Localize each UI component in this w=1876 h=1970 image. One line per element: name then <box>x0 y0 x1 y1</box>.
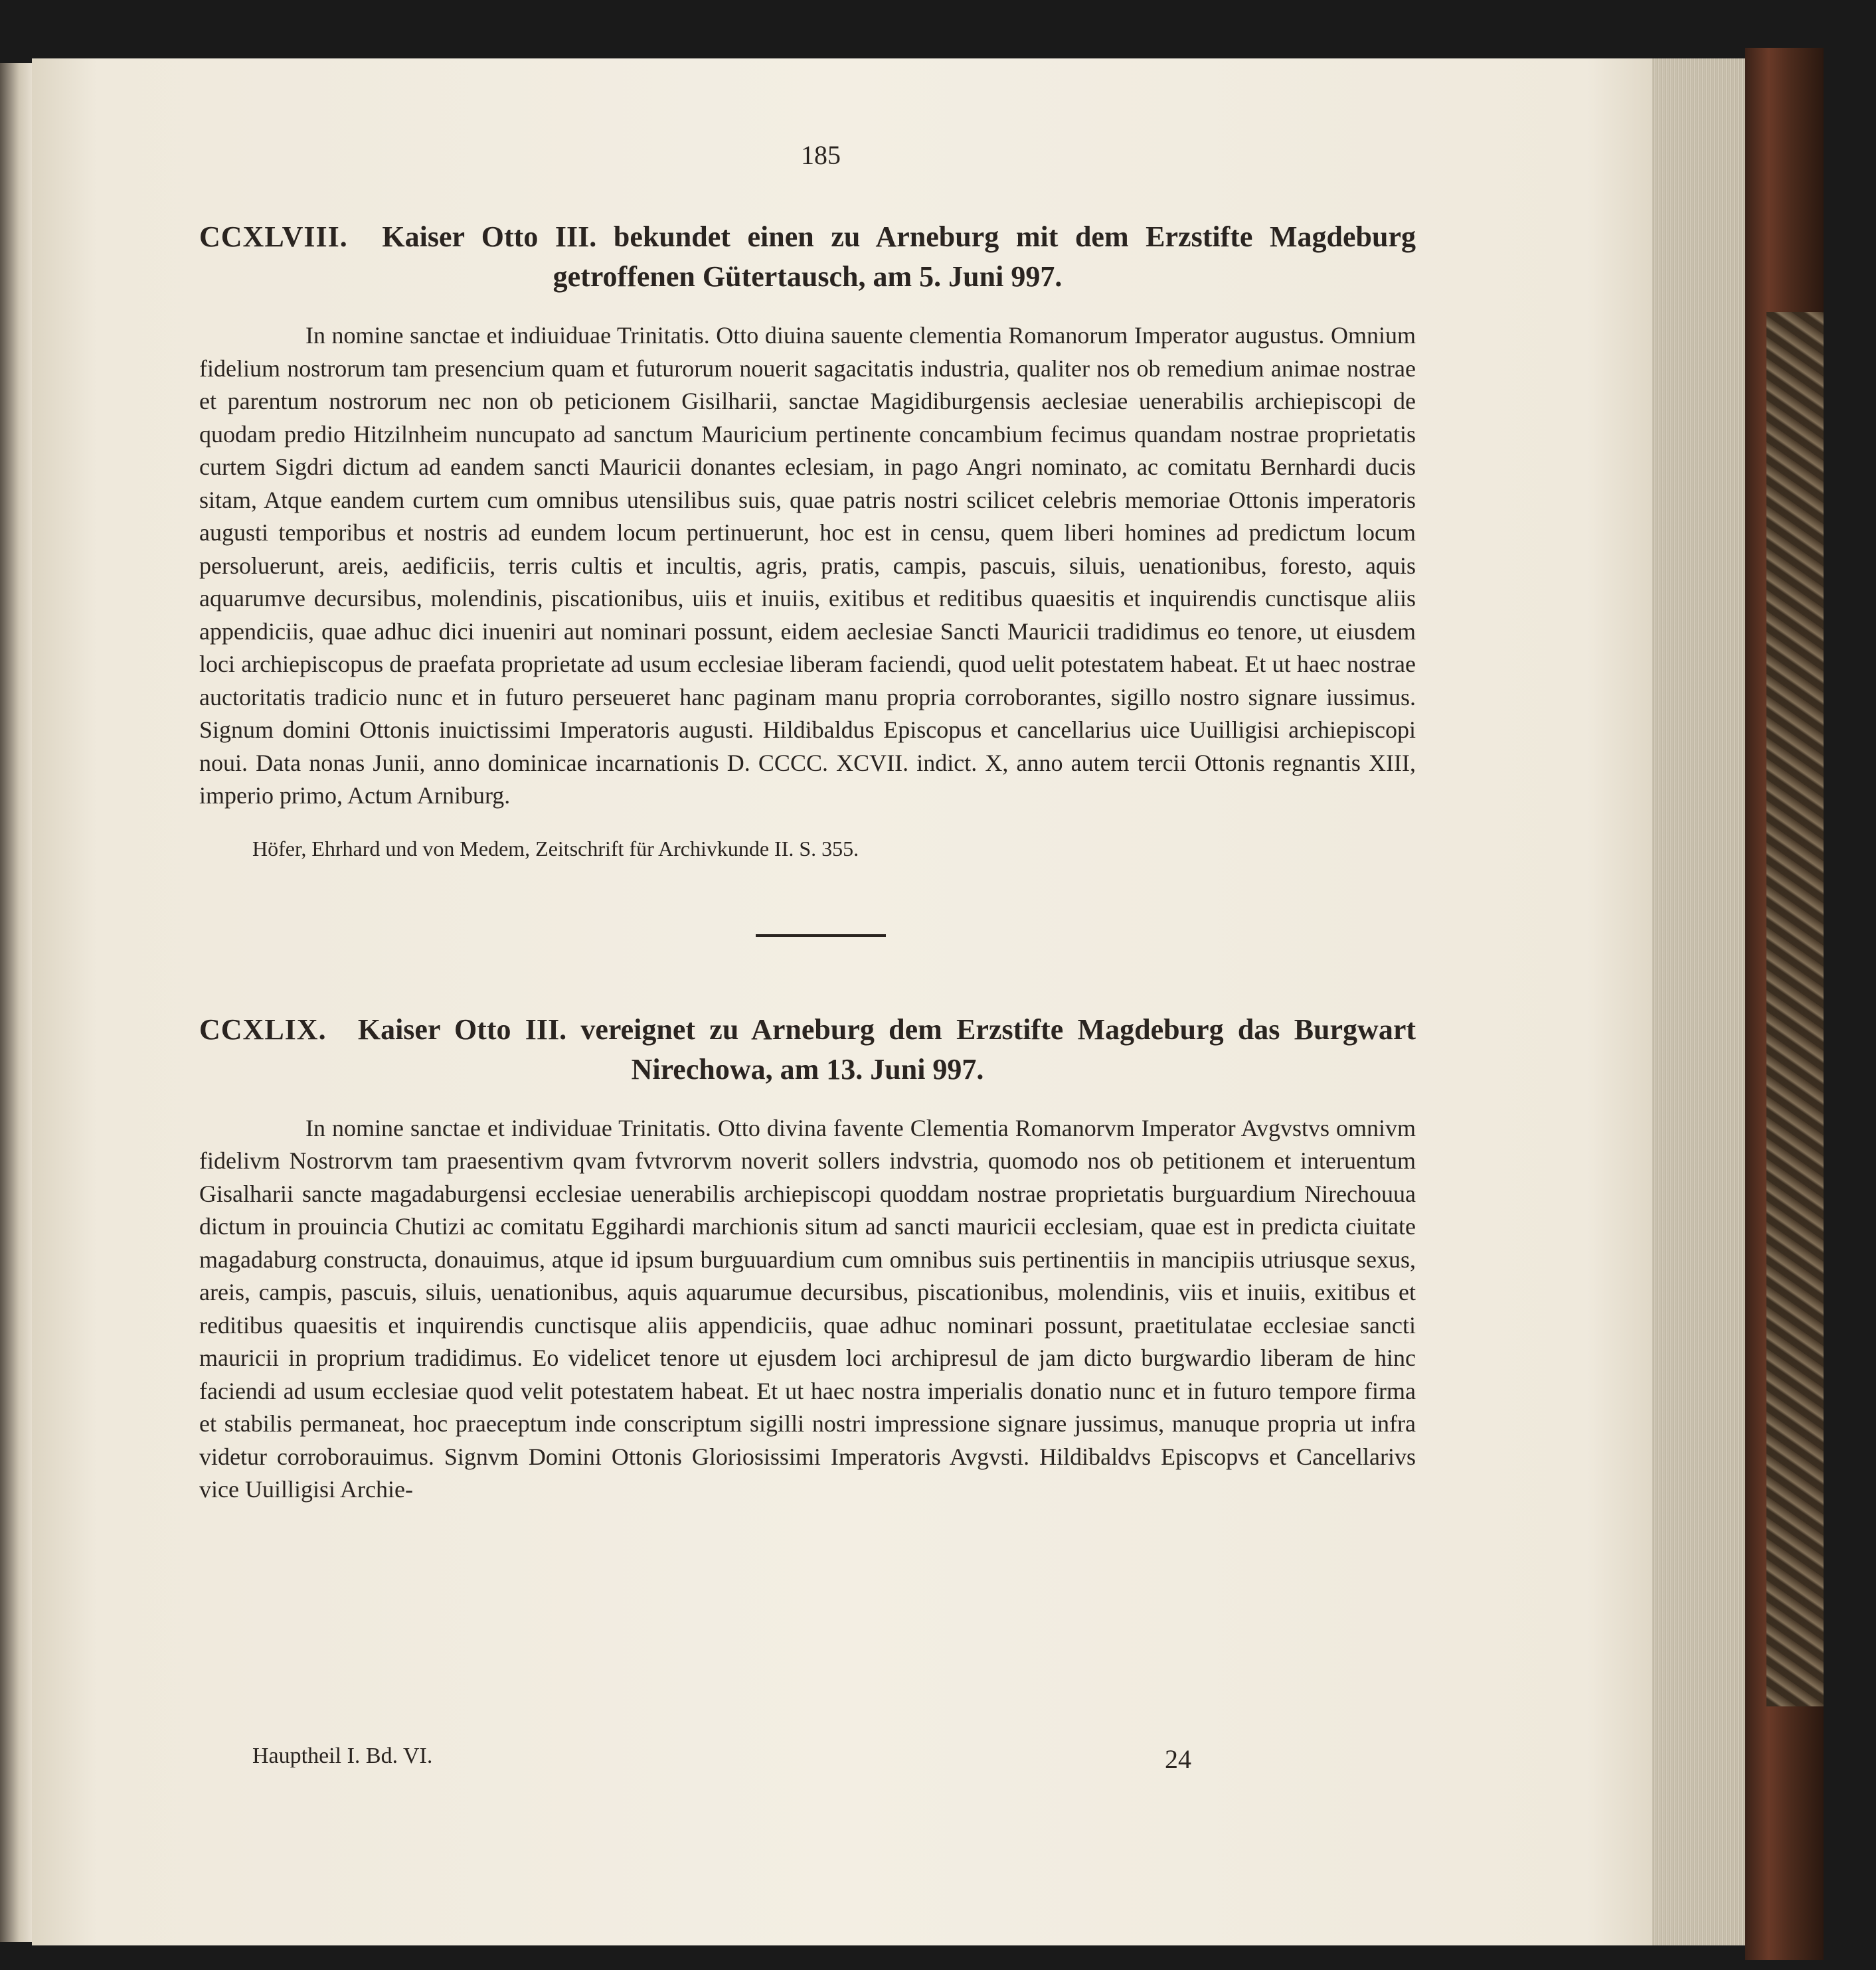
source-citation: Höfer, Ehrhard und von Medem, Zeitschrift für Archivkunde II. S. 355. <box>252 836 859 861</box>
document-text: In nomine sanctae et indiuiduae Trinitatis. Otto diuina sauente clementia Romanorum Imperator augustus. Omnium fidelium nostrorum tam presencium quam et futurorum nouerit sagacitatis industria, qualiter nos ob remedium animae nostrae et parentum nostrorum nec non ob peticionem Gisilharii, sanctae Magidiburgensis aeclesiae uenerabilis archiepiscopi de quodam predio Hitzilnheim nuncupato ad sanctum Mauricium pertinente concambium fecimus quandam nostrae proprietatis curtem Sigdri dictum ad eandem sancti Mauricii donantes eclesiam, in pago Angri nominato, ac comitatu Bernhardi ducis sitam, Atque eandem curtem cum omnibus utensilibus suis, quae patris nostri scilicet celebris memoriae Ottonis imperatoris augusti temporibus et nostris ad eundem locum pertinuerunt, hoc est in censu, quem liberi homines ad predictum locum persoluerunt, areis, aedificiis, terris cultis et incultis, agris, pratis, campis, pascuis, siluis, uenationibus, foresto, aquis aquarumve decursibus, molendinis, piscationibus, uiis et inuiis, exitibus et reditibus quaesitis et inquirendis cunctisque aliis appendiciis, quae adhuc dici inueniri aut nominari possunt, eidem aeclesiae Sancti Mauricii tradidimus eo tenore, ut eiusdem loci archiepiscopus de praefata proprietate ad usum ecclesiae liberam faciendi, quod uelit potestatem habeat. Et ut haec nostrae auctoritatis tradicio nunc et in futuro perseueret hanc paginam manu propria corroborantes, sigillo nostro signare iussimus. Signum domini Ottonis inuictissimi Imperatoris augusti. Hildibaldus Episcopus et cancellarius uice Uuilligisi archiepiscopi noui. Data nonas Junii, anno dominicae incarnationis D. CCCC. XCVII. indict. X, anno autem tercii Ottonis regnantis XIII, imperio primo, Actum Arniburg. <box>199 322 1416 809</box>
page-edges <box>1652 58 1745 1945</box>
section-divider <box>756 934 886 937</box>
document-title: Kaiser Otto III. vereignet zu Arneburg dem Erzstifte Magdeburg das Burgwart Nirechowa, am 13. Juni 997. <box>357 1013 1416 1086</box>
marbled-cover-board <box>1766 312 1824 1706</box>
document-text: In nomine sanctae et individuae Trinitatis. Otto divina favente Clementia Romanorvm Imperator Avgvstvs omnivm fidelivm Nostrorvm tam praesentivm qvam fvtvrorvm noverit sollers indvstria, quomodo nos ob petitionem et interuentum Gisalharii sancte magadaburgensi ecclesiae uenerabilis archiepiscopi quoddam nostrae proprietatis burguardium Nirechouua dictum in prouincia Chutizi ac comitatu Eggihardi marchionis situm ad sancti mauricii ecclesiam, quae est in predicta ciuitate magadaburg constructa, donauimus, atque id ipsum burguuardium cum omnibus suis pertinentiis in mancipiis utriusque sexus, areis, campis, pascuis, siluis, uenationibus, aquis aquarumue decursibus, piscationibus, molendinis, viis et inuiis, exitibus et reditibus quaesitis et inquirendis cunctisque aliis appendiciis, quae adhuc nominari possunt, praetitulatae ecclesiae sancti mauricii in proprium tradidimus. Eo videlicet tenore ut ejusdem loci archipresul de jam dicto burgwardio liberam de hinc faciendi ad usum ecclesiae quod velit potestatem habeat. Et ut haec nostra imperialis donatio nunc et in futuro tempore firma et stabilis permaneat, hoc praeceptum inde conscriptum sigilli nostri impressione signare jussimus, manuque propria ut infra videtur corroborauimus. Signvm Domini Ottonis Gloriosissimi Imperatoris Avgvsti. Hildibaldvs Episcopvs et Cancellarivs vice Uuilligisi Archie- <box>199 1114 1416 1503</box>
page-number: 185 <box>801 140 841 170</box>
document-title: Kaiser Otto III. bekundet einen zu Arneburg mit dem Erzstifte Magdeburg getroffenen Gütertausch, am 5. Juni 997. <box>382 220 1416 293</box>
gathering-number: 24 <box>1165 1744 1191 1774</box>
signature-mark: Hauptheil I. Bd. VI. <box>252 1744 433 1768</box>
left-page-edge <box>0 63 32 1942</box>
document-ccxlviii <box>199 217 1416 861</box>
document-number: CCXLIX. <box>199 1013 327 1046</box>
document-heading <box>199 217 1416 297</box>
document-number: CCXLVIII. <box>199 220 348 253</box>
page-content <box>199 139 1416 1530</box>
document-heading <box>199 1010 1416 1090</box>
document-ccxlix <box>199 1010 1416 1507</box>
